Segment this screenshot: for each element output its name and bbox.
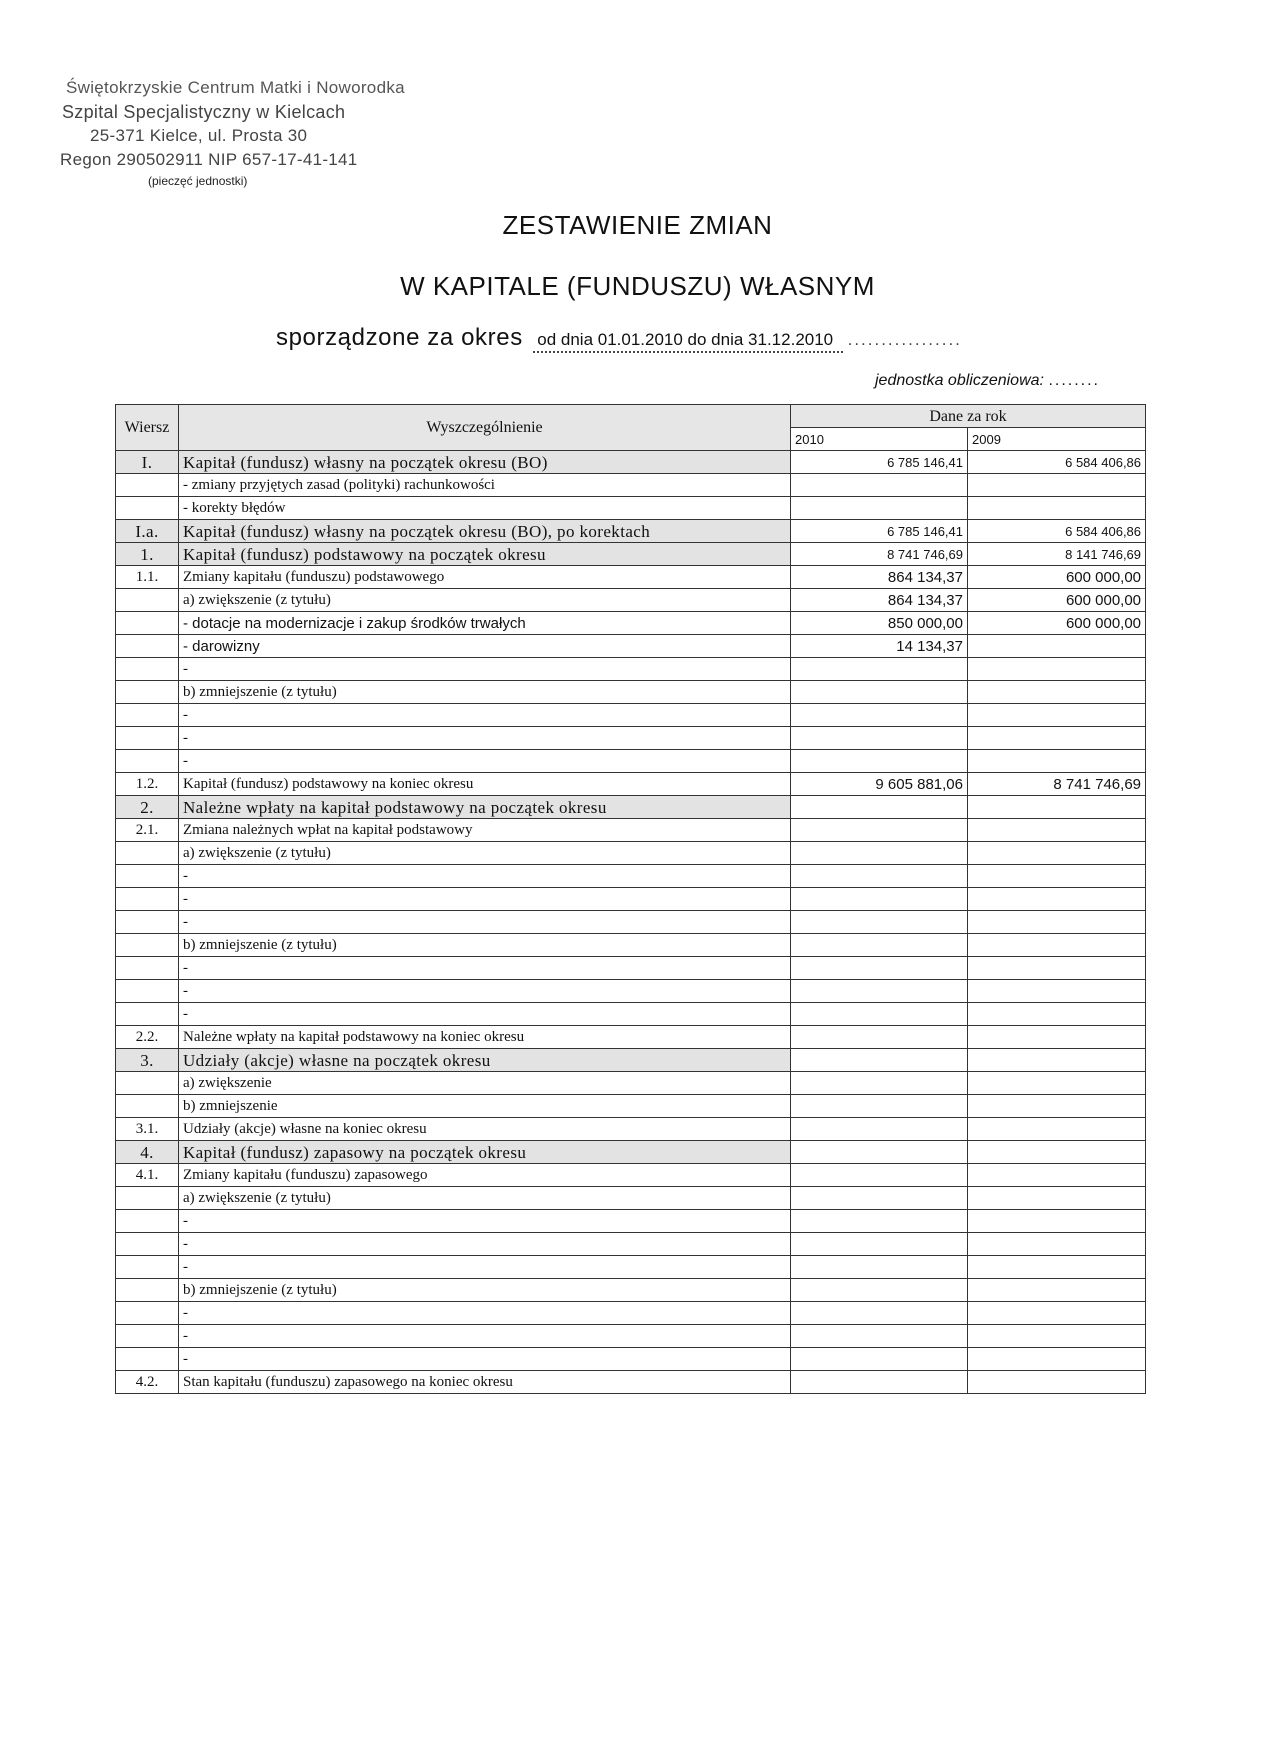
- row-label: Należne wpłaty na kapitał podstawowy na koniec okresu: [179, 1026, 791, 1049]
- document-subtitle: W KAPITALE (FUNDUSZU) WŁASNYM: [400, 271, 875, 301]
- table-row: [116, 1187, 1146, 1210]
- table-row: [116, 1072, 1146, 1095]
- equity-changes-table: [115, 404, 1146, 1394]
- value-2009: 8 741 746,69: [968, 773, 1146, 796]
- table-body: [116, 451, 1146, 1394]
- row-number: 3.: [116, 1049, 179, 1072]
- table-row: [116, 635, 1146, 658]
- table-row: [116, 497, 1146, 520]
- row-number: 1.2.: [116, 773, 179, 796]
- value-2010: [791, 911, 968, 934]
- table-row: [116, 589, 1146, 612]
- unit-dots: ........: [1048, 372, 1100, 389]
- value-2009: [968, 1164, 1146, 1187]
- row-number: 2.2.: [116, 1026, 179, 1049]
- row-number: 4.: [116, 1141, 179, 1164]
- value-2010: [791, 497, 968, 520]
- stamp-line: 25-371 Kielce, ul. Prosta 30: [90, 126, 308, 145]
- row-number: [116, 750, 179, 773]
- table-row: [116, 1256, 1146, 1279]
- row-number: [116, 1302, 179, 1325]
- stamp-caption: (pieczęć jednostki): [148, 174, 248, 188]
- table-row: [116, 980, 1146, 1003]
- table-row: [116, 819, 1146, 842]
- row-number: [116, 842, 179, 865]
- value-2009: [968, 1325, 1146, 1348]
- row-label: Zmiany kapitału (funduszu) zapasowego: [179, 1164, 791, 1187]
- row-number: I.a.: [116, 520, 179, 543]
- value-2009: [968, 750, 1146, 773]
- value-2010: [791, 1049, 968, 1072]
- row-number: [116, 1279, 179, 1302]
- value-2009: [968, 1026, 1146, 1049]
- row-label: -: [179, 1003, 791, 1026]
- value-2010: [791, 1164, 968, 1187]
- value-2010: [791, 934, 968, 957]
- value-2009: 600 000,00: [968, 566, 1146, 589]
- table-row: [116, 566, 1146, 589]
- value-2010: [791, 750, 968, 773]
- row-label: Udziały (akcje) własne na koniec okresu: [179, 1118, 791, 1141]
- table-row: [116, 1279, 1146, 1302]
- value-2009: [968, 980, 1146, 1003]
- row-label: - dotacje na modernizacje i zakup środków trwałych: [179, 612, 791, 635]
- row-label: Kapitał (fundusz) zapasowy na początek okresu: [179, 1141, 791, 1164]
- value-2009: [968, 1003, 1146, 1026]
- value-2009: 6 584 406,86: [968, 451, 1146, 474]
- table-row: [116, 934, 1146, 957]
- table-row: [116, 727, 1146, 750]
- table-row: [116, 750, 1146, 773]
- value-2009: [968, 1118, 1146, 1141]
- value-2010: [791, 474, 968, 497]
- table-row: [116, 1003, 1146, 1026]
- row-number: [116, 612, 179, 635]
- value-2010: [791, 1072, 968, 1095]
- stamp-line: Regon 290502911 NIP 657-17-41-141: [60, 150, 358, 169]
- period-label: sporządzone za okres: [276, 324, 523, 351]
- row-label: Zmiany kapitału (funduszu) podstawowego: [179, 566, 791, 589]
- value-2010: 864 134,37: [791, 589, 968, 612]
- value-2009: 600 000,00: [968, 612, 1146, 635]
- row-label: -: [179, 1210, 791, 1233]
- value-2010: [791, 842, 968, 865]
- value-2009: 6 584 406,86: [968, 520, 1146, 543]
- header-dane-za-rok: Dane za rok: [791, 405, 1146, 428]
- value-2009: [968, 1302, 1146, 1325]
- table-row: [116, 1141, 1146, 1164]
- row-label: Udziały (akcje) własne na początek okresu: [179, 1049, 791, 1072]
- row-number: [116, 1095, 179, 1118]
- value-2009: [968, 1187, 1146, 1210]
- row-number: [116, 681, 179, 704]
- row-label: -: [179, 865, 791, 888]
- row-label: - darowizny: [179, 635, 791, 658]
- header-year-2010: 2010: [791, 428, 968, 451]
- table-row: [116, 1348, 1146, 1371]
- row-number: 4.2.: [116, 1371, 179, 1394]
- value-2009: [968, 934, 1146, 957]
- period-value: od dnia 01.01.2010 do dnia 31.12.2010: [533, 330, 843, 353]
- row-number: 2.: [116, 796, 179, 819]
- value-2009: [968, 727, 1146, 750]
- table-row: [116, 865, 1146, 888]
- row-label: a) zwiększenie (z tytułu): [179, 589, 791, 612]
- row-label: -: [179, 658, 791, 681]
- row-label: -: [179, 1302, 791, 1325]
- stamp-line: Świętokrzyskie Centrum Matki i Noworodka: [66, 78, 405, 97]
- institution-stamp: [60, 76, 405, 172]
- table-row: [116, 842, 1146, 865]
- value-2010: [791, 1210, 968, 1233]
- value-2009: [968, 842, 1146, 865]
- value-2010: 9 605 881,06: [791, 773, 968, 796]
- row-number: [116, 658, 179, 681]
- row-number: 2.1.: [116, 819, 179, 842]
- table-row: [116, 773, 1146, 796]
- value-2010: [791, 888, 968, 911]
- value-2009: [968, 497, 1146, 520]
- row-number: 3.1.: [116, 1118, 179, 1141]
- row-label: -: [179, 727, 791, 750]
- row-number: [116, 911, 179, 934]
- header-wyszczegolnienie: Wyszczególnienie: [179, 405, 791, 451]
- value-2009: [968, 1072, 1146, 1095]
- value-2009: [968, 1256, 1146, 1279]
- row-label: b) zmniejszenie (z tytułu): [179, 934, 791, 957]
- value-2009: [968, 911, 1146, 934]
- value-2010: [791, 681, 968, 704]
- value-2010: [791, 1256, 968, 1279]
- period-dots: .................: [847, 330, 962, 349]
- row-number: [116, 474, 179, 497]
- value-2009: [968, 1095, 1146, 1118]
- value-2010: [791, 1187, 968, 1210]
- row-label: b) zmniejszenie (z tytułu): [179, 1279, 791, 1302]
- value-2010: [791, 727, 968, 750]
- table-row: [116, 1302, 1146, 1325]
- value-2009: [968, 957, 1146, 980]
- value-2009: [968, 704, 1146, 727]
- value-2010: [791, 1325, 968, 1348]
- value-2010: 14 134,37: [791, 635, 968, 658]
- value-2010: [791, 796, 968, 819]
- table-row: [116, 451, 1146, 474]
- row-number: [116, 888, 179, 911]
- value-2009: [968, 796, 1146, 819]
- table-row: [116, 1118, 1146, 1141]
- value-2009: [968, 819, 1146, 842]
- row-label: a) zwiększenie (z tytułu): [179, 1187, 791, 1210]
- row-label: -: [179, 1256, 791, 1279]
- table-row: [116, 704, 1146, 727]
- value-2010: [791, 1302, 968, 1325]
- table-row: [116, 1371, 1146, 1394]
- table-row: [116, 612, 1146, 635]
- table-row: [116, 1233, 1146, 1256]
- row-label: -: [179, 750, 791, 773]
- row-number: [116, 727, 179, 750]
- table-row: [116, 957, 1146, 980]
- value-2010: [791, 704, 968, 727]
- table-row: [116, 543, 1146, 566]
- table-row: [116, 658, 1146, 681]
- row-label: -: [179, 1325, 791, 1348]
- row-number: I.: [116, 451, 179, 474]
- table-row: [116, 1026, 1146, 1049]
- row-label: -: [179, 888, 791, 911]
- document-title: ZESTAWIENIE ZMIAN: [502, 210, 773, 240]
- row-number: [116, 1072, 179, 1095]
- value-2009: [968, 1210, 1146, 1233]
- row-label: -: [179, 980, 791, 1003]
- row-label: a) zwiększenie (z tytułu): [179, 842, 791, 865]
- value-2009: [968, 1141, 1146, 1164]
- value-2009: [968, 635, 1146, 658]
- value-2010: [791, 1026, 968, 1049]
- value-2009: [968, 865, 1146, 888]
- row-label: -: [179, 1233, 791, 1256]
- table-row: [116, 1210, 1146, 1233]
- value-2010: [791, 957, 968, 980]
- value-2010: 864 134,37: [791, 566, 968, 589]
- value-2009: [968, 888, 1146, 911]
- calculation-unit: [875, 372, 1100, 390]
- row-label: Stan kapitału (funduszu) zapasowego na koniec okresu: [179, 1371, 791, 1394]
- row-label: Kapitał (fundusz) podstawowy na początek okresu: [179, 543, 791, 566]
- value-2009: [968, 658, 1146, 681]
- value-2009: [968, 1049, 1146, 1072]
- row-number: [116, 1003, 179, 1026]
- value-2009: [968, 1348, 1146, 1371]
- value-2010: [791, 658, 968, 681]
- row-label: a) zwiększenie: [179, 1072, 791, 1095]
- row-label: Kapitał (fundusz) własny na początek okresu (BO), po korektach: [179, 520, 791, 543]
- row-number: [116, 635, 179, 658]
- table-row: [116, 520, 1146, 543]
- value-2010: [791, 1371, 968, 1394]
- row-label: -: [179, 1348, 791, 1371]
- value-2009: [968, 1279, 1146, 1302]
- value-2010: [791, 865, 968, 888]
- row-number: [116, 1233, 179, 1256]
- value-2010: [791, 1141, 968, 1164]
- row-number: [116, 865, 179, 888]
- row-number: [116, 1325, 179, 1348]
- value-2009: 600 000,00: [968, 589, 1146, 612]
- value-2010: 6 785 146,41: [791, 451, 968, 474]
- row-number: [116, 1187, 179, 1210]
- table-row: [116, 888, 1146, 911]
- row-label: - korekty błędów: [179, 497, 791, 520]
- value-2010: [791, 1348, 968, 1371]
- value-2010: [791, 1279, 968, 1302]
- row-number: [116, 497, 179, 520]
- value-2010: [791, 1233, 968, 1256]
- table-row: [116, 796, 1146, 819]
- table-row: [116, 681, 1146, 704]
- value-2010: [791, 819, 968, 842]
- row-number: [116, 934, 179, 957]
- table-row: [116, 911, 1146, 934]
- row-label: Zmiana należnych wpłat na kapitał podstawowy: [179, 819, 791, 842]
- value-2009: [968, 474, 1146, 497]
- table-row: [116, 1164, 1146, 1187]
- row-number: [116, 704, 179, 727]
- reporting-period: [276, 324, 962, 352]
- row-number: [116, 957, 179, 980]
- value-2009: [968, 1233, 1146, 1256]
- row-label: Należne wpłaty na kapitał podstawowy na początek okresu: [179, 796, 791, 819]
- row-number: 4.1.: [116, 1164, 179, 1187]
- row-label: -: [179, 704, 791, 727]
- stamp-line: Szpital Specjalistyczny w Kielcach: [62, 102, 346, 122]
- row-label: - zmiany przyjętych zasad (polityki) rachunkowości: [179, 474, 791, 497]
- value-2010: [791, 1095, 968, 1118]
- row-number: [116, 980, 179, 1003]
- value-2009: [968, 1371, 1146, 1394]
- row-label: -: [179, 957, 791, 980]
- value-2009: [968, 681, 1146, 704]
- row-label: b) zmniejszenie (z tytułu): [179, 681, 791, 704]
- value-2009: 8 141 746,69: [968, 543, 1146, 566]
- row-number: 1.: [116, 543, 179, 566]
- value-2010: [791, 1003, 968, 1026]
- row-number: [116, 1256, 179, 1279]
- row-label: -: [179, 911, 791, 934]
- value-2010: 850 000,00: [791, 612, 968, 635]
- header-year-2009: 2009: [968, 428, 1146, 451]
- value-2010: [791, 980, 968, 1003]
- value-2010: [791, 1118, 968, 1141]
- table-row: [116, 1095, 1146, 1118]
- table-row: [116, 474, 1146, 497]
- row-number: [116, 1210, 179, 1233]
- table-row: [116, 1325, 1146, 1348]
- row-number: [116, 1348, 179, 1371]
- row-number: 1.1.: [116, 566, 179, 589]
- row-label: b) zmniejszenie: [179, 1095, 791, 1118]
- value-2010: 6 785 146,41: [791, 520, 968, 543]
- header-wiersz: Wiersz: [116, 405, 179, 451]
- row-label: Kapitał (fundusz) własny na początek okresu (BO): [179, 451, 791, 474]
- value-2010: 8 741 746,69: [791, 543, 968, 566]
- table-row: [116, 1049, 1146, 1072]
- unit-label: jednostka obliczeniowa:: [874, 372, 1044, 389]
- row-number: [116, 589, 179, 612]
- row-label: Kapitał (fundusz) podstawowy na koniec okresu: [179, 773, 791, 796]
